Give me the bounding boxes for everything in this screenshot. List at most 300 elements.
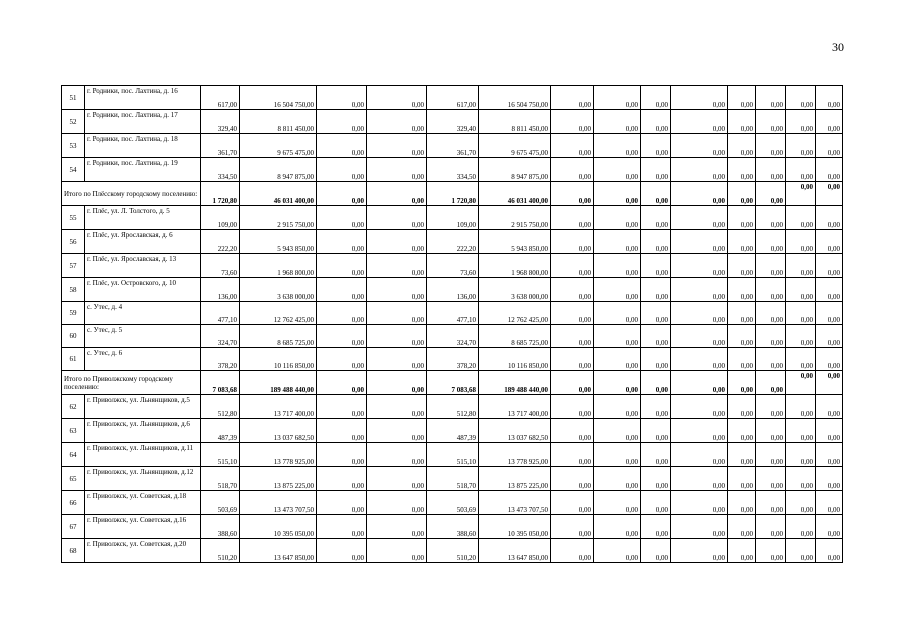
value-cell-v7: 0,00 — [786, 86, 816, 110]
value-cell-area-2: 324,70 — [427, 325, 479, 348]
value-cell-v5: 0,00 — [728, 325, 756, 348]
value-cell-v8: 0,00 — [816, 254, 843, 278]
value-cell-v6: 0,00 — [756, 134, 786, 158]
housing-register-table — [61, 85, 843, 563]
value-cell-cost-2: 16 504 750,00 — [479, 86, 551, 110]
value-cell-area: 503,69 — [201, 491, 240, 515]
value-cell-fund: 0,00 — [317, 419, 367, 443]
value-cell-budget-region: 0,00 — [367, 230, 427, 254]
address-cell: г. Родники, пос. Лахтина, д. 18 — [85, 134, 201, 158]
row-number: 51 — [62, 86, 85, 110]
value-cell-budget-region: 0,00 — [367, 158, 427, 182]
value-cell-v5: 0,00 — [728, 86, 756, 110]
table-row — [62, 348, 843, 371]
row-number: 65 — [62, 467, 85, 491]
value-cell-cost-2: 46 031 400,00 — [479, 182, 551, 206]
value-cell-v5: 0,00 — [728, 230, 756, 254]
row-number: 52 — [62, 110, 85, 134]
value-cell-v4: 0,00 — [671, 110, 728, 134]
value-cell-area: 73,60 — [201, 254, 240, 278]
row-number: 60 — [62, 325, 85, 348]
value-cell-v3: 0,00 — [641, 371, 671, 395]
value-cell-v8: 0,00 — [816, 206, 843, 230]
value-cell-fund: 0,00 — [317, 302, 367, 325]
value-cell-v6: 0,00 — [756, 515, 786, 539]
value-cell-budget-region: 0,00 — [367, 443, 427, 467]
value-cell-v1: 0,00 — [551, 371, 594, 395]
value-cell-v4: 0,00 — [671, 182, 728, 206]
value-cell-v5: 0,00 — [728, 539, 756, 563]
value-cell-v4: 0,00 — [671, 539, 728, 563]
row-number: 62 — [62, 395, 85, 419]
value-cell-area: 222,20 — [201, 230, 240, 254]
value-cell-fund: 0,00 — [317, 348, 367, 371]
value-cell-cost-2: 189 488 440,00 — [479, 371, 551, 395]
value-cell-v6: 0,00 — [756, 230, 786, 254]
value-cell-v2: 0,00 — [594, 539, 641, 563]
value-cell-cost-total: 46 031 400,00 — [240, 182, 317, 206]
address-cell: г. Приволжск, ул. Льнянщиков, д.6 — [85, 419, 201, 443]
value-cell-cost-2: 13 717 400,00 — [479, 395, 551, 419]
value-cell-area-2: 334,50 — [427, 158, 479, 182]
row-number: 64 — [62, 443, 85, 467]
table-row — [62, 86, 843, 110]
value-cell-fund: 0,00 — [317, 182, 367, 206]
value-cell-cost-2: 13 875 225,00 — [479, 467, 551, 491]
value-cell-area-2: 515,10 — [427, 443, 479, 467]
value-cell-v7: 0,00 — [786, 395, 816, 419]
value-cell-v3: 0,00 — [641, 230, 671, 254]
value-cell-budget-region: 0,00 — [367, 134, 427, 158]
value-cell-v8: 0,00 — [816, 230, 843, 254]
value-cell-budget-region: 0,00 — [367, 348, 427, 371]
value-cell-v2: 0,00 — [594, 348, 641, 371]
address-cell: г. Плёс, ул. Ярославская, д. 13 — [85, 254, 201, 278]
value-cell-v3: 0,00 — [641, 419, 671, 443]
value-cell-cost-total: 9 675 475,00 — [240, 134, 317, 158]
value-cell-area-2: 73,60 — [427, 254, 479, 278]
value-cell-v4: 0,00 — [671, 254, 728, 278]
value-cell-cost-2: 8 685 725,00 — [479, 325, 551, 348]
value-cell-fund: 0,00 — [317, 491, 367, 515]
value-cell-v1: 0,00 — [551, 395, 594, 419]
address-cell: г. Родники, пос. Лахтина, д. 17 — [85, 110, 201, 134]
value-cell-v8: 0,00 — [816, 110, 843, 134]
value-cell-budget-region: 0,00 — [367, 206, 427, 230]
value-cell-v4: 0,00 — [671, 325, 728, 348]
value-cell-cost-2: 10 116 850,00 — [479, 348, 551, 371]
value-cell-v6: 0,00 — [756, 182, 786, 206]
value-cell-v1: 0,00 — [551, 110, 594, 134]
value-cell-v5: 0,00 — [728, 278, 756, 302]
value-cell-v2: 0,00 — [594, 515, 641, 539]
value-cell-v5: 0,00 — [728, 206, 756, 230]
value-cell-v2: 0,00 — [594, 325, 641, 348]
value-cell-area: 329,40 — [201, 110, 240, 134]
address-cell: г. Приволжск, ул. Советская, д.16 — [85, 515, 201, 539]
value-cell-v1: 0,00 — [551, 158, 594, 182]
value-cell-area: 518,70 — [201, 467, 240, 491]
value-cell-v5: 0,00 — [728, 134, 756, 158]
value-cell-cost-total: 2 915 750,00 — [240, 206, 317, 230]
address-cell: г. Приволжск, ул. Льнянщиков, д.11 — [85, 443, 201, 467]
value-cell-cost-total: 13 717 400,00 — [240, 395, 317, 419]
value-cell-cost-2: 13 473 707,50 — [479, 491, 551, 515]
value-cell-v4: 0,00 — [671, 206, 728, 230]
value-cell-cost-total: 13 875 225,00 — [240, 467, 317, 491]
value-cell-v8: 0,00 — [816, 515, 843, 539]
value-cell-cost-total: 10 395 050,00 — [240, 515, 317, 539]
value-cell-v8: 0,00 — [816, 371, 843, 395]
value-cell-v6: 0,00 — [756, 325, 786, 348]
value-cell-v5: 0,00 — [728, 371, 756, 395]
value-cell-area-2: 136,00 — [427, 278, 479, 302]
row-number: 55 — [62, 206, 85, 230]
value-cell-v6: 0,00 — [756, 348, 786, 371]
value-cell-budget-region: 0,00 — [367, 278, 427, 302]
address-cell: с. Утес, д. 6 — [85, 348, 201, 371]
value-cell-v1: 0,00 — [551, 206, 594, 230]
value-cell-budget-region: 0,00 — [367, 491, 427, 515]
value-cell-v2: 0,00 — [594, 158, 641, 182]
value-cell-area: 515,10 — [201, 443, 240, 467]
value-cell-fund: 0,00 — [317, 467, 367, 491]
row-number: 53 — [62, 134, 85, 158]
value-cell-v4: 0,00 — [671, 158, 728, 182]
value-cell-v3: 0,00 — [641, 254, 671, 278]
value-cell-budget-region: 0,00 — [367, 419, 427, 443]
address-cell: г. Приволжск, ул. Советская, д.18 — [85, 491, 201, 515]
table-row — [62, 110, 843, 134]
value-cell-cost-2: 13 037 682,50 — [479, 419, 551, 443]
value-cell-v8: 0,00 — [816, 491, 843, 515]
value-cell-fund: 0,00 — [317, 539, 367, 563]
table-row — [62, 230, 843, 254]
value-cell-v1: 0,00 — [551, 443, 594, 467]
value-cell-v3: 0,00 — [641, 134, 671, 158]
value-cell-cost-2: 5 943 850,00 — [479, 230, 551, 254]
row-number: 54 — [62, 158, 85, 182]
value-cell-v8: 0,00 — [816, 278, 843, 302]
value-cell-v6: 0,00 — [756, 395, 786, 419]
value-cell-v1: 0,00 — [551, 348, 594, 371]
value-cell-area: 487,39 — [201, 419, 240, 443]
value-cell-area: 109,00 — [201, 206, 240, 230]
value-cell-area: 378,20 — [201, 348, 240, 371]
value-cell-v6: 0,00 — [756, 254, 786, 278]
value-cell-v4: 0,00 — [671, 302, 728, 325]
row-number: 68 — [62, 539, 85, 563]
value-cell-area-2: 378,20 — [427, 348, 479, 371]
value-cell-cost-total: 13 647 850,00 — [240, 539, 317, 563]
value-cell-v8: 0,00 — [816, 348, 843, 371]
value-cell-v2: 0,00 — [594, 254, 641, 278]
value-cell-v1: 0,00 — [551, 86, 594, 110]
value-cell-v8: 0,00 — [816, 467, 843, 491]
value-cell-v1: 0,00 — [551, 491, 594, 515]
value-cell-v3: 0,00 — [641, 206, 671, 230]
value-cell-budget-region: 0,00 — [367, 302, 427, 325]
value-cell-v3: 0,00 — [641, 158, 671, 182]
value-cell-cost-total: 13 037 682,50 — [240, 419, 317, 443]
row-number: 58 — [62, 278, 85, 302]
value-cell-cost-total: 189 488 440,00 — [240, 371, 317, 395]
table-row — [62, 278, 843, 302]
value-cell-cost-total: 8 947 875,00 — [240, 158, 317, 182]
value-cell-budget-region: 0,00 — [367, 86, 427, 110]
table-row — [62, 134, 843, 158]
value-cell-v5: 0,00 — [728, 254, 756, 278]
value-cell-v2: 0,00 — [594, 86, 641, 110]
value-cell-cost-total: 10 116 850,00 — [240, 348, 317, 371]
total-label: Итого по Плёсскому городскому поселению: — [62, 182, 201, 206]
value-cell-v3: 0,00 — [641, 348, 671, 371]
value-cell-area-2: 222,20 — [427, 230, 479, 254]
value-cell-v7: 0,00 — [786, 134, 816, 158]
value-cell-area: 512,80 — [201, 395, 240, 419]
address-cell: г. Родники, пос. Лахтина, д. 16 — [85, 86, 201, 110]
value-cell-v2: 0,00 — [594, 278, 641, 302]
value-cell-v8: 0,00 — [816, 158, 843, 182]
value-cell-fund: 0,00 — [317, 110, 367, 134]
value-cell-v7: 0,00 — [786, 419, 816, 443]
value-cell-area-2: 512,80 — [427, 395, 479, 419]
value-cell-area-2: 510,20 — [427, 539, 479, 563]
value-cell-area: 324,70 — [201, 325, 240, 348]
value-cell-v5: 0,00 — [728, 302, 756, 325]
value-cell-v5: 0,00 — [728, 491, 756, 515]
value-cell-v3: 0,00 — [641, 443, 671, 467]
value-cell-v4: 0,00 — [671, 134, 728, 158]
value-cell-v7: 0,00 — [786, 182, 816, 206]
value-cell-area-2: 518,70 — [427, 467, 479, 491]
value-cell-cost-2: 8 811 450,00 — [479, 110, 551, 134]
address-cell: г. Плёс, ул. Л. Толстого, д. 5 — [85, 206, 201, 230]
value-cell-v8: 0,00 — [816, 419, 843, 443]
value-cell-v1: 0,00 — [551, 515, 594, 539]
value-cell-v6: 0,00 — [756, 419, 786, 443]
value-cell-v7: 0,00 — [786, 491, 816, 515]
address-cell: г. Приволжск, ул. Льнянщиков, д.12 — [85, 467, 201, 491]
value-cell-v1: 0,00 — [551, 419, 594, 443]
value-cell-area: 361,70 — [201, 134, 240, 158]
value-cell-area: 388,60 — [201, 515, 240, 539]
value-cell-cost-2: 3 638 000,00 — [479, 278, 551, 302]
table-row — [62, 443, 843, 467]
value-cell-v2: 0,00 — [594, 134, 641, 158]
value-cell-budget-region: 0,00 — [367, 371, 427, 395]
row-number: 66 — [62, 491, 85, 515]
value-cell-v6: 0,00 — [756, 539, 786, 563]
value-cell-area: 136,00 — [201, 278, 240, 302]
address-cell: г. Приволжск, ул. Льнянщиков, д.5 — [85, 395, 201, 419]
value-cell-fund: 0,00 — [317, 371, 367, 395]
value-cell-v3: 0,00 — [641, 467, 671, 491]
value-cell-v3: 0,00 — [641, 539, 671, 563]
value-cell-v8: 0,00 — [816, 539, 843, 563]
total-label: Итого по Приволжскому городскому поселению: — [62, 371, 201, 395]
value-cell-v5: 0,00 — [728, 110, 756, 134]
value-cell-budget-region: 0,00 — [367, 182, 427, 206]
value-cell-v3: 0,00 — [641, 395, 671, 419]
row-number: 67 — [62, 515, 85, 539]
value-cell-v6: 0,00 — [756, 158, 786, 182]
value-cell-v6: 0,00 — [756, 491, 786, 515]
total-row — [62, 371, 843, 395]
table-row — [62, 206, 843, 230]
value-cell-area-2: 617,00 — [427, 86, 479, 110]
value-cell-v8: 0,00 — [816, 325, 843, 348]
value-cell-v2: 0,00 — [594, 419, 641, 443]
value-cell-cost-total: 5 943 850,00 — [240, 230, 317, 254]
value-cell-v7: 0,00 — [786, 467, 816, 491]
value-cell-v6: 0,00 — [756, 278, 786, 302]
value-cell-v7: 0,00 — [786, 371, 816, 395]
value-cell-v1: 0,00 — [551, 254, 594, 278]
table-row — [62, 419, 843, 443]
value-cell-budget-region: 0,00 — [367, 325, 427, 348]
value-cell-cost-total: 8 811 450,00 — [240, 110, 317, 134]
total-row — [62, 182, 843, 206]
value-cell-v2: 0,00 — [594, 371, 641, 395]
value-cell-budget-region: 0,00 — [367, 539, 427, 563]
value-cell-v1: 0,00 — [551, 278, 594, 302]
value-cell-cost-2: 8 947 875,00 — [479, 158, 551, 182]
value-cell-cost-total: 13 473 707,50 — [240, 491, 317, 515]
value-cell-area-2: 388,60 — [427, 515, 479, 539]
value-cell-cost-total: 12 762 425,00 — [240, 302, 317, 325]
page-number: 30 — [832, 40, 844, 54]
value-cell-area-2: 487,39 — [427, 419, 479, 443]
value-cell-v6: 0,00 — [756, 443, 786, 467]
value-cell-v2: 0,00 — [594, 206, 641, 230]
value-cell-v3: 0,00 — [641, 86, 671, 110]
value-cell-v1: 0,00 — [551, 302, 594, 325]
row-number: 57 — [62, 254, 85, 278]
value-cell-area-2: 361,70 — [427, 134, 479, 158]
address-cell: г. Плёс, ул. Островского, д. 10 — [85, 278, 201, 302]
value-cell-v4: 0,00 — [671, 230, 728, 254]
value-cell-v2: 0,00 — [594, 395, 641, 419]
value-cell-v1: 0,00 — [551, 467, 594, 491]
value-cell-v8: 0,00 — [816, 86, 843, 110]
value-cell-area: 477,10 — [201, 302, 240, 325]
value-cell-cost-2: 2 915 750,00 — [479, 206, 551, 230]
value-cell-v8: 0,00 — [816, 134, 843, 158]
value-cell-v7: 0,00 — [786, 515, 816, 539]
value-cell-cost-total: 13 778 925,00 — [240, 443, 317, 467]
value-cell-v2: 0,00 — [594, 443, 641, 467]
value-cell-v4: 0,00 — [671, 443, 728, 467]
table-row — [62, 491, 843, 515]
value-cell-v6: 0,00 — [756, 467, 786, 491]
value-cell-budget-region: 0,00 — [367, 254, 427, 278]
value-cell-fund: 0,00 — [317, 443, 367, 467]
value-cell-v2: 0,00 — [594, 491, 641, 515]
value-cell-fund: 0,00 — [317, 325, 367, 348]
table-row — [62, 254, 843, 278]
value-cell-cost-2: 10 395 050,00 — [479, 515, 551, 539]
address-cell: г. Родники, пос. Лахтина, д. 19 — [85, 158, 201, 182]
row-number: 61 — [62, 348, 85, 371]
address-cell: г. Приволжск, ул. Советская, д.20 — [85, 539, 201, 563]
value-cell-budget-region: 0,00 — [367, 515, 427, 539]
value-cell-v3: 0,00 — [641, 278, 671, 302]
value-cell-v8: 0,00 — [816, 443, 843, 467]
value-cell-v1: 0,00 — [551, 230, 594, 254]
value-cell-v4: 0,00 — [671, 395, 728, 419]
table-row — [62, 302, 843, 325]
value-cell-v4: 0,00 — [671, 278, 728, 302]
value-cell-v7: 0,00 — [786, 206, 816, 230]
value-cell-v1: 0,00 — [551, 539, 594, 563]
value-cell-fund: 0,00 — [317, 158, 367, 182]
value-cell-v4: 0,00 — [671, 515, 728, 539]
value-cell-v4: 0,00 — [671, 86, 728, 110]
value-cell-v2: 0,00 — [594, 182, 641, 206]
value-cell-area-2: 109,00 — [427, 206, 479, 230]
value-cell-fund: 0,00 — [317, 134, 367, 158]
value-cell-area-2: 477,10 — [427, 302, 479, 325]
value-cell-v7: 0,00 — [786, 443, 816, 467]
value-cell-v7: 0,00 — [786, 348, 816, 371]
value-cell-v7: 0,00 — [786, 158, 816, 182]
value-cell-area: 510,20 — [201, 539, 240, 563]
value-cell-v5: 0,00 — [728, 395, 756, 419]
value-cell-cost-total: 8 685 725,00 — [240, 325, 317, 348]
value-cell-v4: 0,00 — [671, 491, 728, 515]
row-number: 56 — [62, 230, 85, 254]
value-cell-v7: 0,00 — [786, 325, 816, 348]
value-cell-v5: 0,00 — [728, 158, 756, 182]
value-cell-v2: 0,00 — [594, 467, 641, 491]
value-cell-v2: 0,00 — [594, 230, 641, 254]
value-cell-v5: 0,00 — [728, 348, 756, 371]
value-cell-budget-region: 0,00 — [367, 395, 427, 419]
value-cell-area-2: 329,40 — [427, 110, 479, 134]
value-cell-fund: 0,00 — [317, 86, 367, 110]
value-cell-v2: 0,00 — [594, 110, 641, 134]
value-cell-v6: 0,00 — [756, 110, 786, 134]
value-cell-cost-2: 13 647 850,00 — [479, 539, 551, 563]
table-row — [62, 325, 843, 348]
value-cell-v7: 0,00 — [786, 539, 816, 563]
value-cell-v7: 0,00 — [786, 278, 816, 302]
value-cell-v4: 0,00 — [671, 371, 728, 395]
address-cell: г. Плёс, ул. Ярославская, д. 6 — [85, 230, 201, 254]
value-cell-v6: 0,00 — [756, 302, 786, 325]
row-number: 59 — [62, 302, 85, 325]
table-row — [62, 515, 843, 539]
value-cell-cost-2: 1 968 800,00 — [479, 254, 551, 278]
value-cell-v6: 0,00 — [756, 206, 786, 230]
value-cell-v3: 0,00 — [641, 182, 671, 206]
value-cell-v8: 0,00 — [816, 395, 843, 419]
value-cell-fund: 0,00 — [317, 254, 367, 278]
value-cell-v1: 0,00 — [551, 182, 594, 206]
value-cell-v8: 0,00 — [816, 302, 843, 325]
value-cell-v7: 0,00 — [786, 254, 816, 278]
value-cell-v3: 0,00 — [641, 491, 671, 515]
value-cell-area-2: 1 720,80 — [427, 182, 479, 206]
value-cell-v5: 0,00 — [728, 419, 756, 443]
value-cell-fund: 0,00 — [317, 515, 367, 539]
address-cell: с. Утес, д. 4 — [85, 302, 201, 325]
value-cell-area: 617,00 — [201, 86, 240, 110]
value-cell-cost-total: 1 968 800,00 — [240, 254, 317, 278]
value-cell-v3: 0,00 — [641, 110, 671, 134]
value-cell-v5: 0,00 — [728, 467, 756, 491]
